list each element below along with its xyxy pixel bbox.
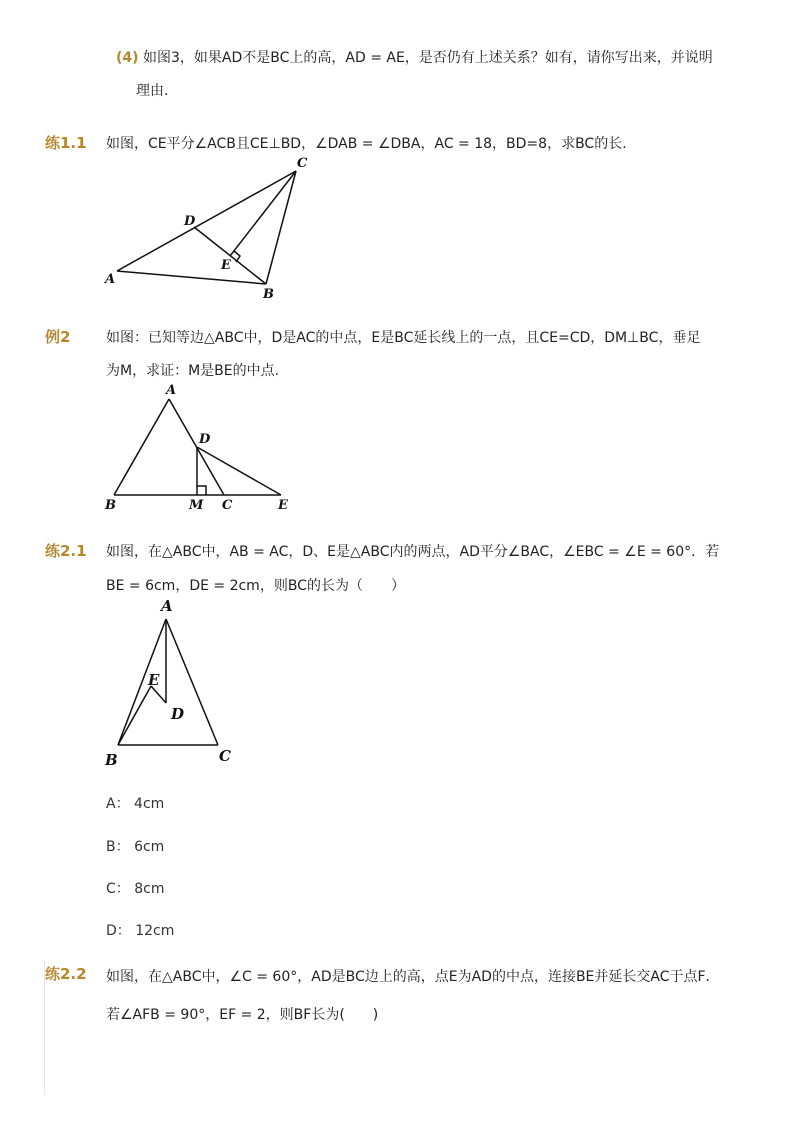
label-b: B [105, 751, 118, 769]
example-2-line2: 为M，求证：M是BE的中点. [106, 363, 280, 379]
option-c-value: 8cm [134, 881, 165, 897]
segment-ac [117, 171, 296, 271]
option-a[interactable] [106, 793, 164, 813]
option-d-key: D： [106, 923, 131, 939]
label-e: E [278, 498, 288, 513]
exercise-label-2-1: 练2.1 [45, 542, 87, 560]
segment-ce [230, 171, 296, 256]
segment-be [118, 686, 151, 745]
example-2-line1: 如图：已知等边△ABC中，D是AC的中点，E是BC延长线上的一点，且CE=CD，DM⊥BC，垂足 [106, 330, 701, 346]
label-m: M [189, 498, 204, 513]
label-c: C [297, 156, 308, 171]
figure-1-1 [100, 155, 320, 305]
exercise-1-1-text: 如图，CE平分∠ACB且CE⊥BD，∠DAB = ∠DBA，AC = 18，BD=8，求BC的长． [106, 136, 637, 152]
label-a: A [105, 272, 116, 287]
option-d[interactable] [106, 920, 174, 940]
part4-line2: 理由． [136, 83, 178, 99]
label-a: A [161, 597, 173, 615]
segment-ab [114, 399, 169, 495]
exercise-label-1-1: 练1.1 [45, 134, 87, 152]
label-d: D [184, 214, 196, 229]
option-b-key: B： [106, 839, 130, 855]
label-c: C [219, 747, 231, 765]
example-label-2: 例2 [45, 328, 71, 346]
option-a-value: 4cm [134, 796, 165, 812]
option-d-value: 12cm [135, 923, 175, 939]
option-a-key: A： [106, 796, 130, 812]
exercise-2-2-line2: 若∠AFB = 90°，EF = 2，则BF长为( ) [106, 1007, 379, 1023]
label-a: A [166, 383, 177, 398]
option-c[interactable] [106, 878, 164, 898]
segment-bc [266, 171, 296, 284]
option-b-value: 6cm [134, 839, 165, 855]
label-e: E [148, 671, 160, 689]
label-d: D [199, 432, 211, 447]
exercise-2-2-line1: 如图，在△ABC中，∠C = 60°，AD是BC边上的高，点E为AD的中点，连接BE并延长交AC于点F． [106, 969, 720, 985]
label-c: C [222, 498, 233, 513]
exercise-2-1-line2: BE = 6cm，DE = 2cm，则BC的长为（ ） [106, 578, 405, 594]
part4-number: (4) [116, 50, 139, 66]
label-b: B [263, 287, 274, 302]
label-d: D [171, 705, 185, 723]
option-c-key: C： [106, 881, 130, 897]
part4-line1 [116, 47, 713, 67]
figure-2 [100, 380, 300, 515]
segment-ac [166, 619, 218, 745]
exercise-2-1-line1: 如图，在△ABC中，AB = AC，D、E是△ABC内的两点，AD平分∠BAC，∠EBC = ∠E = 60°．若 [106, 544, 720, 560]
right-angle-mark [197, 486, 206, 495]
segment-ab [117, 271, 266, 284]
option-b[interactable] [106, 836, 164, 856]
label-e: E [221, 258, 231, 273]
figure-2-1 [100, 595, 245, 775]
label-b: B [105, 498, 116, 513]
exercise-label-2-2: 练2.2 [45, 965, 87, 983]
right-angle-mark [234, 251, 240, 262]
part4-text: 如图3，如果AD不是BC上的高，AD = AE，是否仍有上述关系？如有，请你写出来，并说明 [143, 50, 713, 66]
